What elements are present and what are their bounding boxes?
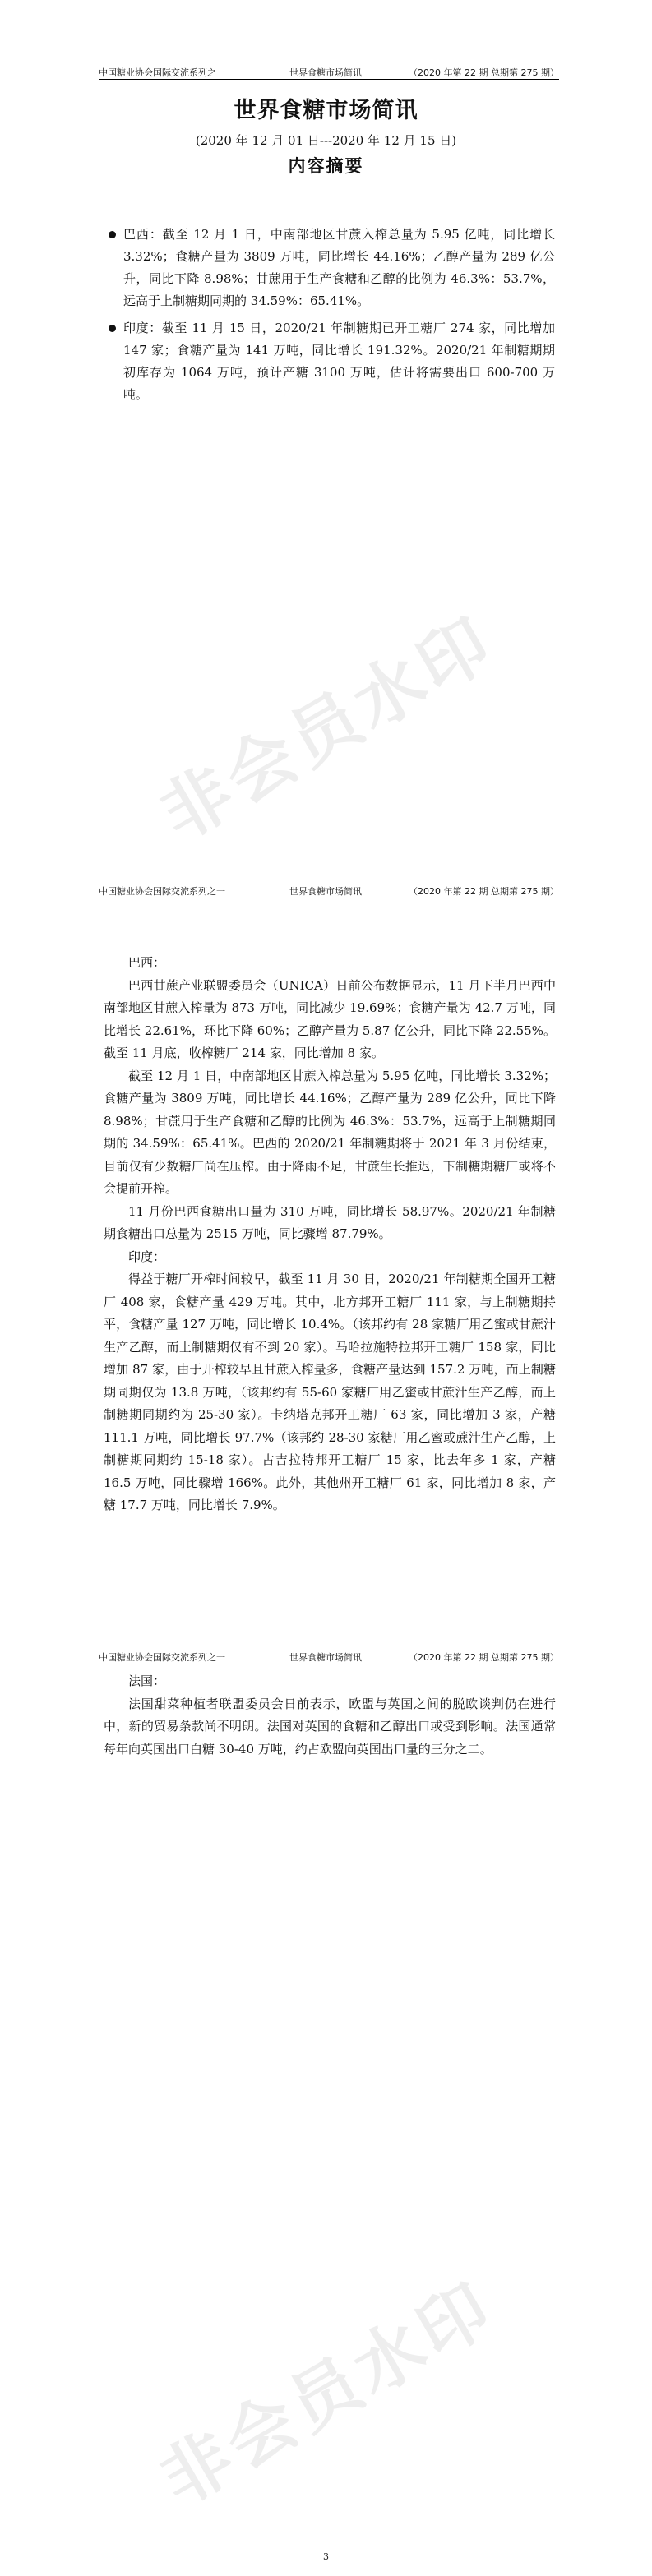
header-publication: 世界食糖市场简讯 [289,67,362,78]
bullet-icon [109,231,116,238]
page-2 [0,859,652,1718]
header-publication: 世界食糖市场简讯 [289,1652,362,1663]
page-number: 3 [323,2551,329,2562]
paragraph: 法国甜菜种植者联盟委员会日前表示，欧盟与英国之间的脱欧谈判仍在进行中，新的贸易条款尚不明朗。法国对英国的食糖和乙醇出口或受到影响。法国通常每年向英国出口白糖 30-40 万吨，约占欧盟向英国出口量的三分之二。 [104,1696,556,1757]
summary-list [107,224,555,411]
header-org: 中国糖业协会国际交流系列之一 [99,1652,225,1663]
summary-item-brazil: 巴西：截至 12 月 1 日，中南部地区甘蔗入榨总量为 5.95 亿吨，同比增长 3.32%；食糖产量为 3809 万吨，同比增长 44.16%；乙醇产量为 289 亿公升，同比下降 8.98%；甘蔗用于生产食糖和乙醇的比例为 46.3%：53.7%，远高于上制糖期同期的 34.59%：65.41%。 [107,224,555,312]
watermark: 非会员水印 [146,601,508,856]
date-range: (2020 年 12 月 01 日---2020 年 12 月 15 日) [195,133,457,148]
bullet-icon [109,325,116,332]
summary-heading: 内容摘要 [288,155,364,176]
watermark: 非会员水印 [146,2266,508,2522]
page-header [99,1649,559,1664]
section-heading-brazil: 巴西： [128,955,166,970]
paragraph: 得益于糖厂开榨时间较早，截至 11 月 30 日，2020/21 年制糖期全国开工糖厂 408 家，食糖产量 429 万吨。其中，北方邦开工糖厂 111 家，与上制糖期持平，食糖产量 127 万吨，同比增长 10.4%。（该邦约有 28 家糖厂用乙蜜或甘蔗汁生产乙醇，而上制糖期仅有不到 20 家）。马哈拉施特拉邦开工糖厂 158 家，同比增加 87 家，由于开榨较早且甘蔗入榨量多，食糖产量达到 157.2 万吨，而上制糖期同期仅为 13.8 万吨，（该邦约有 55-60 家糖厂用乙蜜或甘蔗汁生产乙醇，而上制糖期同期约为 25-30 家）。卡纳塔克邦开工糖厂 63 家，同比增加 3 家，产糖 111.1 万吨，同比增长 97.7%（该邦约 28-30 家糖厂用乙蜜或蔗汁生产乙醇，上制糖期同期约 15-18 家）。古吉拉特邦开工糖厂 15 家，比去年多 1 家，产糖 16.5 万吨，同比骤增 166%。此外，其他州开工糖厂 61 家，同比增加 8 家，产糖 17.7 万吨，同比增长 7.9%。 [104,1272,556,1512]
section-heading-france: 法国： [128,1673,166,1688]
article-body [104,952,556,1516]
paragraph: 截至 12 月 1 日，中南部地区甘蔗入榨总量为 5.95 亿吨，同比增长 3.32%；食糖产量为 3809 万吨，同比增长 44.16%；乙醇产量为 289 亿公升，同比下降 8.98%；甘蔗用于生产食糖和乙醇的比例为 46.3%：53.7%，远高于上制糖期同期的 34.59%：65.41%。巴西的 2020/21 年制糖期将于 2021 年 3 月份结束，目前仅有少数糖厂尚在压榨。由于降雨不足，甘蔗生长推迟，下制糖期糖厂或将不会提前开榨。 [104,1068,556,1196]
page-header [99,883,559,898]
section-heading-india: 印度： [128,1249,166,1264]
header-issue: （2020 年第 22 期 总期第 275 期） [409,886,559,897]
page-header [99,64,559,80]
page-3 [0,1616,652,2576]
paragraph: 巴西甘蔗产业联盟委员会（UNICA）日前公布数据显示，11 月下半月巴西中南部地区甘蔗入榨量为 873 万吨，同比减少 19.69%；食糖产量为 42.7 万吨，同比增长 22.61%，环比下降 60%；乙醇产量为 5.87 亿公升，同比下降 22.55%。截至 11 月底，收榨糖厂 214 家，同比增加 8 家。 [104,977,556,1060]
article-body-continued [104,1670,556,1761]
header-org: 中国糖业协会国际交流系列之一 [99,886,225,897]
page-1 [0,0,652,859]
paragraph: 11 月份巴西食糖出口量为 310 万吨，同比增长 58.97%。2020/21 年制糖期食糖出口总量为 2515 万吨，同比骤增 87.79%。 [104,1203,556,1241]
header-org: 中国糖业协会国际交流系列之一 [99,67,225,78]
header-issue: （2020 年第 22 期 总期第 275 期） [409,67,559,78]
header-publication: 世界食糖市场简讯 [289,886,362,897]
summary-item-india: 印度：截至 11 月 15 日，2020/21 年制糖期已开工糖厂 274 家，同比增加 147 家；食糖产量为 141 万吨，同比增长 191.32%。2020/21 年制糖期期初库存为 1064 万吨，预计产糖 3100 万吨，估计将需要出口 600-700 万吨。 [107,317,555,406]
document-title: 世界食糖市场简讯 [234,98,418,123]
header-issue: （2020 年第 22 期 总期第 275 期） [409,1652,559,1663]
